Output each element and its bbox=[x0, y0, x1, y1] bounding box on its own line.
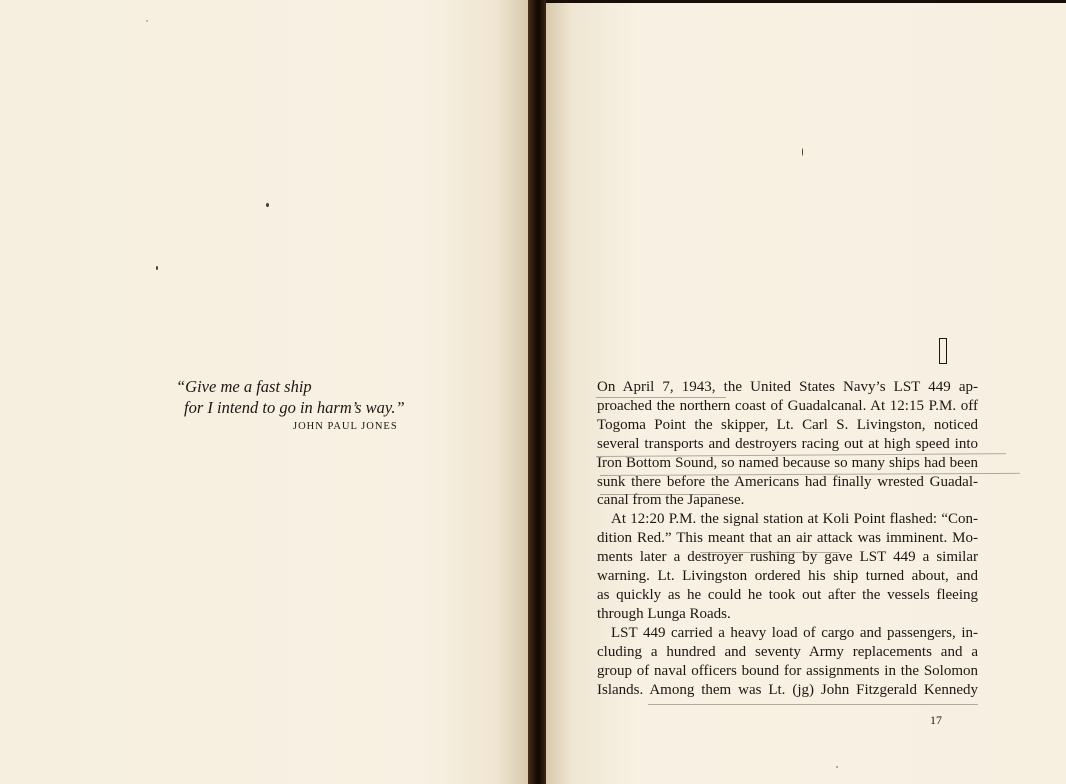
page-number: 17 bbox=[930, 713, 942, 727]
paper-speck bbox=[802, 148, 803, 156]
text-line: through Lunga Roads. bbox=[597, 605, 731, 622]
text-line: group of naval officers bound for assignments in the Solomon bbox=[597, 662, 978, 679]
book-gutter bbox=[528, 0, 546, 784]
chapter-number bbox=[939, 338, 947, 364]
page-top-edge bbox=[546, 0, 1066, 3]
text-line: as quickly as he could he took out after the vessels fleeing bbox=[597, 586, 978, 603]
text-line: sunk there before the Americans had finally wrested Guadal- bbox=[597, 473, 978, 490]
epigraph-line-2: for I intend to go in harm’s way.” bbox=[184, 398, 405, 417]
text-line: LST 449 carried a heavy load of cargo and passengers, in- bbox=[611, 624, 978, 641]
epigraph-attribution: JOHN PAUL JONES bbox=[293, 421, 398, 432]
text-line: At 12:20 P.M. the signal station at Koli Point flashed: “Con- bbox=[611, 511, 978, 528]
text-line: Togoma Point the skipper, Lt. Carl S. Livingston, noticed bbox=[597, 416, 978, 433]
pencil-underline bbox=[600, 494, 720, 495]
pencil-underline bbox=[596, 397, 726, 398]
pencil-underline bbox=[648, 704, 978, 705]
text-line: several transports and destroyers racing out at high speed into bbox=[597, 435, 978, 452]
text-line: dition Red.” This meant that an air attack was imminent. Mo- bbox=[597, 530, 978, 547]
paper-speck bbox=[156, 266, 158, 270]
pencil-underline bbox=[700, 552, 840, 553]
chapter-body bbox=[597, 378, 978, 699]
text-line: proached the northern coast of Guadalcanal. At 12:15 P.M. off bbox=[597, 397, 978, 414]
text-line: On April 7, 1943, the United States Navy’s LST 449 ap- bbox=[597, 379, 978, 395]
left-page bbox=[0, 0, 528, 784]
paper-speck bbox=[146, 20, 148, 22]
paragraph-3 bbox=[597, 624, 978, 700]
epigraph-line-1: “Give me a fast ship bbox=[176, 377, 312, 396]
text-line: Iron Bottom Sound, so named because so many ships had been bbox=[597, 454, 978, 471]
epigraph bbox=[176, 376, 436, 418]
text-line: cluding a hundred and seventy Army replacements and a bbox=[597, 643, 978, 660]
paper-speck bbox=[836, 766, 838, 768]
text-line: Islands. Among them was Lt. (jg) John Fitzgerald Kennedy bbox=[597, 681, 978, 698]
text-line: ments later a destroyer rushing by gave LST 449 a similar bbox=[597, 549, 978, 566]
text-line: warning. Lt. Livingston ordered his ship turned about, and bbox=[597, 568, 978, 585]
text-line: canal from the Japanese. bbox=[597, 492, 745, 509]
paragraph-2 bbox=[597, 510, 978, 623]
paper-speck bbox=[266, 203, 269, 207]
